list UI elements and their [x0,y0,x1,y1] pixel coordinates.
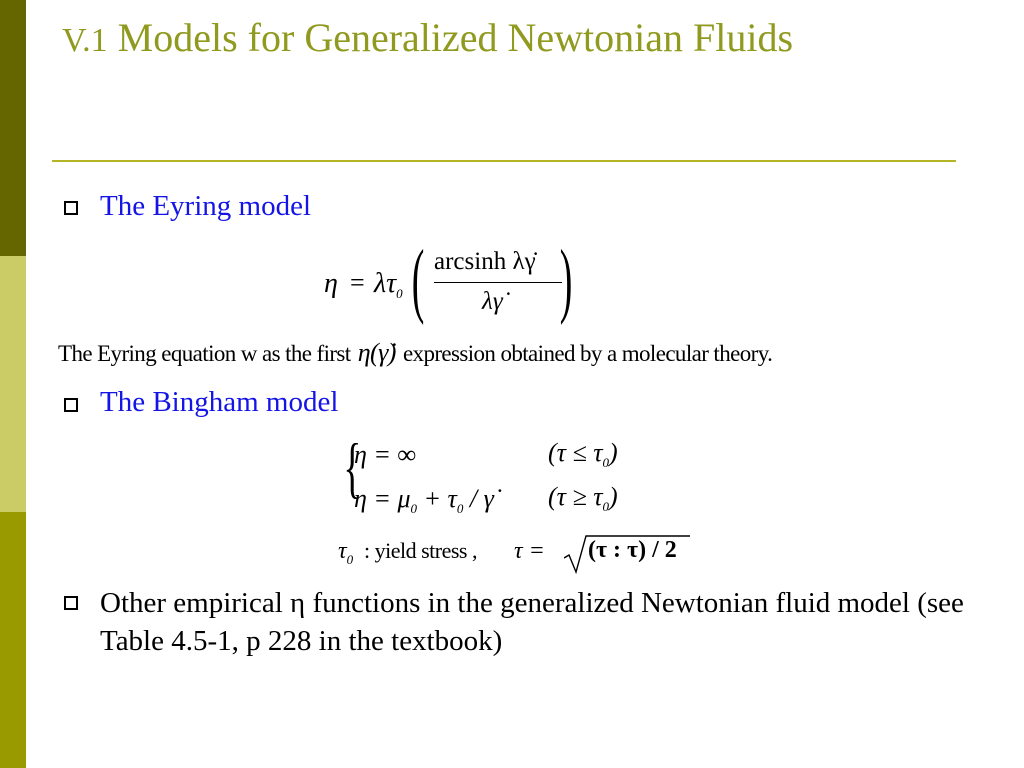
eta-function: η(γ̇) [357,338,396,367]
title-rule [52,160,956,162]
yield-tau: $\tau_0$ [338,538,354,567]
yield-rhs: τ = [514,538,545,564]
eyring-right-paren: ) [559,233,573,326]
eyring-fraction-bar [434,282,562,283]
bullet-other-models: Other empirical η functions in the generalized Newtonian fluid model (see Table 4.5-1, p 228 in the textbook) [100,587,964,657]
bingham-equation [336,429,656,522]
bullet-square-icon [64,398,78,412]
eyring-left-paren: ( [411,233,425,326]
eyring-equation [322,233,592,330]
bingham-row2-cond: $(\tau \ge \tau_0)$ [548,482,618,514]
eyring-equals: = [350,268,365,297]
slide-title [62,14,793,61]
eyring-lhs: η [324,268,338,299]
yield-root: (τ : τ) / 2 [588,537,677,563]
sidebar-segment-light [0,256,26,512]
bingham-row1-cond: $(\tau \le \tau_0)$ [548,438,618,470]
eyring-denominator: λγ̇ [482,288,503,315]
yield-stress-line [338,532,698,576]
bingham-brace: { [343,429,362,505]
bullet-bingham-heading: The Bingham model [100,386,339,418]
bullet-square-icon [64,201,78,215]
sidebar-segment-dark [0,0,26,256]
yield-text: : yield stress , [364,538,477,563]
eyring-numerator: arcsinh λγ̇ [434,248,536,275]
title-text: Models for Generalized Newtonian Fluids [117,15,794,60]
sidebar-segment-mid [0,512,26,768]
bullet-eyring-heading: The Eyring model [100,190,312,222]
bullet-square-icon [64,596,78,610]
title-number: V.1 [62,22,108,59]
bingham-row2-lhs: $\eta = \mu_0 + \tau_0$ / γ̇ [354,484,494,516]
bingham-row1-lhs: η = ∞ [354,440,416,469]
sidebar-decoration [0,0,26,768]
eyring-note: The Eyring equation w as the first η(γ̇) expression obtained by a molecular theory. [58,338,773,367]
eyring-coef: $\lambda\tau_0$ [374,268,403,301]
